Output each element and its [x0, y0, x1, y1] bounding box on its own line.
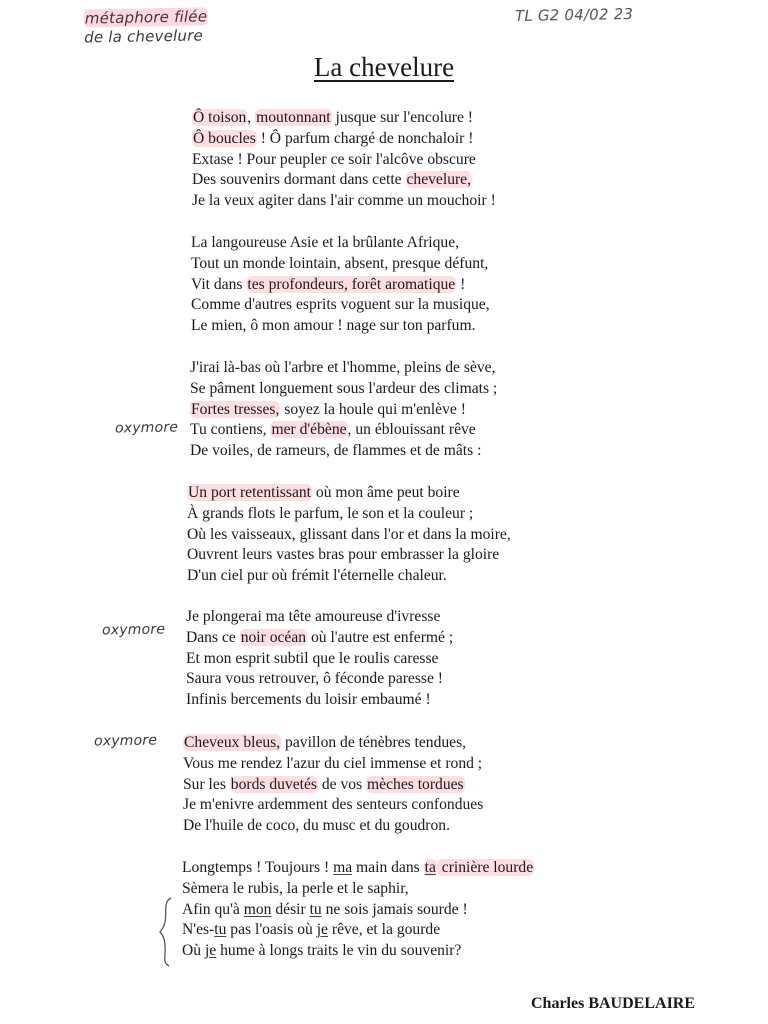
- poem-line: Sèmera le rubis, la perle et le saphir,: [182, 879, 409, 897]
- text: où mon âme peut boire: [312, 484, 460, 501]
- poem-line: [183, 733, 483, 754]
- annotation-class-date: TL G2 04/02 23: [514, 4, 634, 26]
- poem-line: Je la veux agiter dans l'air comme un mouchoir !: [192, 192, 496, 210]
- poem-line: La langoureuse Asie et la brûlante Afrique,: [191, 234, 460, 251]
- poem-line: [186, 628, 453, 649]
- poem-line: [182, 941, 534, 962]
- poem-line: D'un ciel pur où frémit l'éternelle chaleur.: [187, 567, 447, 585]
- poem-line: J'irai là-bas où l'arbre et l'homme, pleins de sève,: [190, 359, 496, 376]
- stanza-6: [183, 733, 483, 837]
- poem-line: Saura vous retrouver, ô féconde paresse !: [186, 670, 443, 688]
- text: N'es-: [182, 921, 215, 939]
- text: Où: [182, 942, 205, 960]
- underlined-word: ta: [424, 859, 436, 876]
- highlight: moutonnant: [256, 109, 331, 126]
- text: désir: [271, 900, 310, 918]
- text: Tu contiens,: [190, 421, 271, 439]
- highlight: bords duvetés: [230, 775, 317, 793]
- stanza-1: [192, 108, 496, 212]
- underlined-word: je: [316, 921, 328, 939]
- poem-line: À grands flots le parfum, le son et la couleur ;: [187, 504, 474, 522]
- poem-line: [187, 483, 511, 504]
- highlight: mer d'ébène: [271, 421, 347, 439]
- text: main dans: [352, 859, 424, 876]
- text: Longtemps ! Toujours !: [182, 859, 334, 876]
- handwritten-brace: [157, 896, 177, 968]
- margin-note-oxymore-3: oxymore: [93, 732, 158, 750]
- poem-line: [192, 170, 496, 191]
- highlight: mèches tordues: [367, 775, 464, 793]
- poem-line: [190, 420, 497, 441]
- poem-line: [192, 129, 496, 150]
- annotation-line1: métaphore filée: [84, 7, 208, 28]
- highlight: tes profondeurs, forêt aromatique: [247, 275, 456, 293]
- stanza-2: [191, 233, 490, 337]
- text: de vos: [317, 775, 367, 793]
- poem-line: Ouvrent leurs vastes bras pour embrasser la gloire: [187, 546, 500, 564]
- text: soyez la houle qui m'enlève !: [280, 400, 466, 418]
- poem-title-text: La chevelure: [313, 52, 455, 82]
- poem-line: [183, 775, 483, 796]
- poem-title: [0, 52, 768, 83]
- stanza-3: [190, 358, 497, 462]
- poem-line: [191, 275, 490, 296]
- poem-line: Je m'enivre ardemment des senteurs confondues: [183, 796, 484, 814]
- text: jusque sur l'encolure !: [331, 109, 473, 126]
- underlined-word: je: [204, 942, 217, 960]
- poem-line: [192, 108, 496, 129]
- poem-line: Le mien, ô mon amour ! nage sur ton parfum.: [191, 317, 476, 335]
- text: , un éblouissant rêve: [347, 421, 476, 439]
- poem-line: De l'huile de coco, du musc et du goudron.: [183, 817, 450, 835]
- text: Afin qu'à: [182, 900, 244, 918]
- poem-line: [182, 920, 534, 941]
- poem-line: Je plongerai ma tête amoureuse d'ivresse: [186, 608, 441, 625]
- margin-note-oxymore-2: oxymore: [101, 621, 166, 639]
- poem-line: Extase ! Pour peupler ce soir l'alcôve obscure: [192, 150, 476, 168]
- underlined-word: ma: [333, 859, 353, 876]
- text: ! Ô parfum chargé de nonchaloir !: [256, 129, 474, 147]
- poem-line: Vous me rendez l'azur du ciel immense et rond ;: [183, 754, 483, 772]
- text: Vit dans: [191, 275, 247, 293]
- poem-line: [190, 400, 497, 421]
- text: rêve, et la gourde: [327, 921, 441, 939]
- text: où l'autre est enfermé ;: [307, 628, 454, 646]
- poem-line: [182, 900, 534, 921]
- highlight: noir océan: [240, 628, 307, 646]
- highlight: Cheveux bleus,: [184, 734, 281, 751]
- poem-line: Comme d'autres esprits voguent sur la musique,: [191, 296, 490, 314]
- stanza-5: [186, 607, 453, 711]
- text: !: [456, 275, 466, 293]
- text: hume à longs traits le vin du souvenir?: [216, 942, 462, 960]
- poem-line: [182, 858, 534, 879]
- stanza-4: [187, 483, 511, 587]
- text: pavillon de ténèbres tendues,: [281, 734, 467, 751]
- highlight: crinière lourde: [437, 859, 534, 876]
- highlight: chevelure,: [406, 171, 471, 189]
- poem-line: Où les vaisseaux, glissant dans l'or et dans la moire,: [187, 525, 511, 543]
- poem-line: De voiles, de rameurs, de flammes et de mâts :: [190, 442, 482, 460]
- text: Dans ce: [186, 628, 240, 646]
- text: Des souvenirs dormant dans cette: [192, 171, 406, 189]
- underlined-word: mon: [243, 900, 272, 918]
- text: ,: [247, 109, 256, 126]
- highlight: Ô boucles: [193, 129, 256, 147]
- poem-line: Infinis bercements du loisir embaumé !: [186, 691, 431, 709]
- text: ne sois jamais sourde !: [321, 900, 468, 918]
- poem-line: Se pâment longuement sous l'ardeur des climats ;: [190, 379, 498, 397]
- text: Sur les: [183, 775, 230, 793]
- underlined-word: tu: [309, 900, 322, 918]
- margin-note-oxymore-1: oxymore: [114, 419, 179, 437]
- author-signature: Charles BAUDELAIRE: [531, 995, 696, 1012]
- underlined-word: tu: [214, 921, 227, 939]
- annotation-line2: de la chevelure: [84, 26, 204, 47]
- stanza-7: [182, 858, 534, 962]
- text: pas l'oasis où: [226, 921, 317, 939]
- poem-line: Et mon esprit subtil que le roulis caresse: [186, 649, 439, 667]
- highlight: Fortes tresses,: [191, 400, 280, 418]
- annotation-metaphore: [84, 7, 255, 48]
- highlight: Un port retentissant: [188, 484, 311, 501]
- highlight: Ô toison: [193, 109, 247, 126]
- poem-line: Tout un monde lointain, absent, presque défunt,: [191, 254, 489, 272]
